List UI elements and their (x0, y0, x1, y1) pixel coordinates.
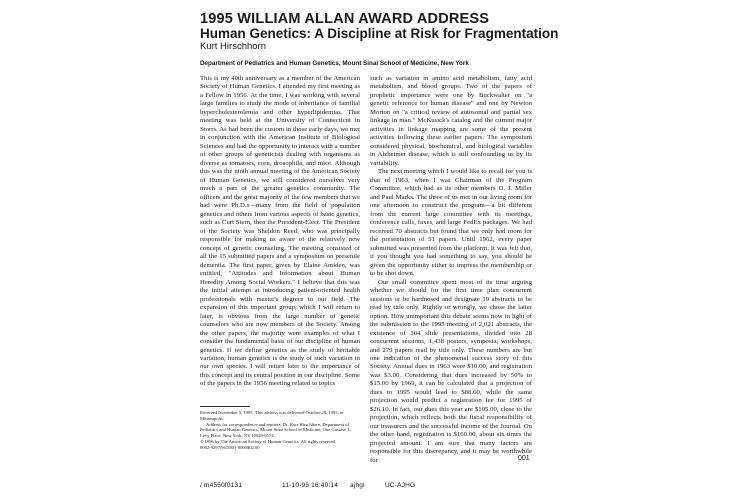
right-column (370, 75, 532, 465)
footer-journal: UC-AJHG (385, 482, 416, 489)
body-paragraph: such as variation in amino acid metabolism, fatty acid metabolism, and blood groups. Two of the papers of prophetic importance were one by Buckwalter on "a genetic reference for human disease" and one by Newton Morton on "a critical review of autosomal and partial sex linkage in man." McKusick's catalog and the current major activities in linkage mapping are some of the present activities following these earlier papers. The symposium considered physical, biochemical, and biological variables in Alzheimer disease, which is still confounding us by its variability. (370, 75, 532, 167)
page-number: 001 (518, 455, 530, 462)
footer-file: / m4550f0131 (200, 482, 243, 489)
received-note: Received November 3, 1995. This address was delivered October 28, 1995, in Minneapolis. (200, 410, 344, 421)
footer-code: ajhgl (350, 482, 365, 489)
article-series-title: 1995 WILLIAM ALLAN AWARD ADDRESS (200, 11, 490, 27)
article-title: Human Genetics: A Discipline at Risk for Fragmentation (200, 26, 559, 41)
footnotes (200, 410, 360, 451)
author-affiliation: Department of Pediatrics and Human Genetics, Mount Sinai School of Medicine, New York (200, 60, 469, 67)
issn-note: 0002-9297/96/5801-0000$02.00 (200, 444, 260, 450)
footnote-divider (200, 406, 250, 407)
left-column (200, 75, 360, 389)
correspondence-note: Address for correspondence and reprints: Dr. Kurt Hirschhorn, Department of Pediatrics and Human Genetics, Mount Sinai School of Medicine, One Gustave L. Levy Place, New York, NY 10029-6574. (200, 421, 352, 438)
footer-datetime: 11-10-95 16:40:14 (282, 482, 339, 489)
article-header (200, 12, 720, 68)
body-paragraph: The next meeting which I would like to recall for you is that of 1963, when I was Chairman of the Program Committee, which had as its other members O. J. Miller and Paul Marks. The three of us met in our living room for one afternoon to construct the program—a bit different from the current large committee with its meetings, conference calls, faxes, and large FedEx packages. We had received 70 abstracts but found that we only had room for the presentation of 51 papers. Until 1962, every paper submitted was presented from the platform. It was felt that, if you thought you had something to say, you should be given the opportunity either to impress the membership or to be shot down. (370, 168, 532, 278)
article-author: Kurt Hirschhorn (200, 41, 266, 52)
body-paragraph: This is my 40th anniversary as a member of the American Society of Human Genetics. I attended my first meeting as a Fellow in 1956. At the time, I was working with several large families to study the mode of inheritance of familial hypercholesterolemia and other hyperlipidemias. That meeting was held at the University of Connecticut in Storrs. As had been the custom in those early days, we met in conjunction with the American Institute of Biological Sciences and had the opportunity to interact with a number of other groups of geneticists dealing with organisms as diverse as tomatoes, corn, drosophila, and mice. Although this was the ninth annual meeting of the American Society of Human Genetics, we still considered ourselves very much a part of the greater genetics community. The officers and the great majority of the few members that we had were Ph.D.s—many from the field of population genetics and others from various aspects of basic genetics, such as Curt Stern, then the President-Elect. The President of the Society was Sheldon Reed, who was principally responsible for making us aware of the relatively new concept of genetic counseling. The meeting consisted of all the 15 submitted papers and a symposium on presenile dementia. The first paper, given by Elaine Amiden, was entitled, "Attitudes and Information about Human Heredity Among Social Workers." I believe that this was the initial attempt at introducing patient-oriented health professionals with master's degrees to our field. The expansion of this important group, which I will return to later, is obvious from the large number of genetic counselors who are now members of the Society. Among the other papers, the majority were examples of what I consider the fundamental basis of our discipline of human genetics. If we define genetics as the study of heritable variation, human genetics is the study of such variation in our own species. I will return later to the importance of this concept and its central position in our discipline. Some of the papers in the 1956 meeting related to topics (200, 75, 360, 388)
copyright-note: © 1996 by The American Society of Human Genetics. All rights reserved. (200, 438, 336, 444)
body-paragraph: Our small committee spent most of its time arguing whether we should for the first time plan concurrent sessions or be hardnosed and designate 19 abstracts to be read by title only. Rightly or wrongly, we chose the latter option. How unimportant this debate seems now in light of the submission to the 1995 meeting of 2,021 abstracts, the existence of 304 slide presentations, divided into 28 concurrent sessions, 1,438 posters, symposia, workshops, and 279 papers read by title only. These numbers are but one indication of the phenomenal success story of this Society. Annual dues in 1963 were $10.00, and registration was $3.00. Considering that dues increased by 50% to $15.00 by 1969, it can be calculated that a projection of dues to 1995 would lead to $88.60, while the same projection would predict a registration fee for 1995 of $26.10. In fact, our dues this year are $105.00, close to the projection, which reflects both the fiscal responsibility of our treasurers and the successful income of the Journal. On the other hand, registration is $160.00, about six times the projected amount. I am sure that many factors are responsible for this discrepancy, and it may be worthwhile for (370, 278, 532, 464)
